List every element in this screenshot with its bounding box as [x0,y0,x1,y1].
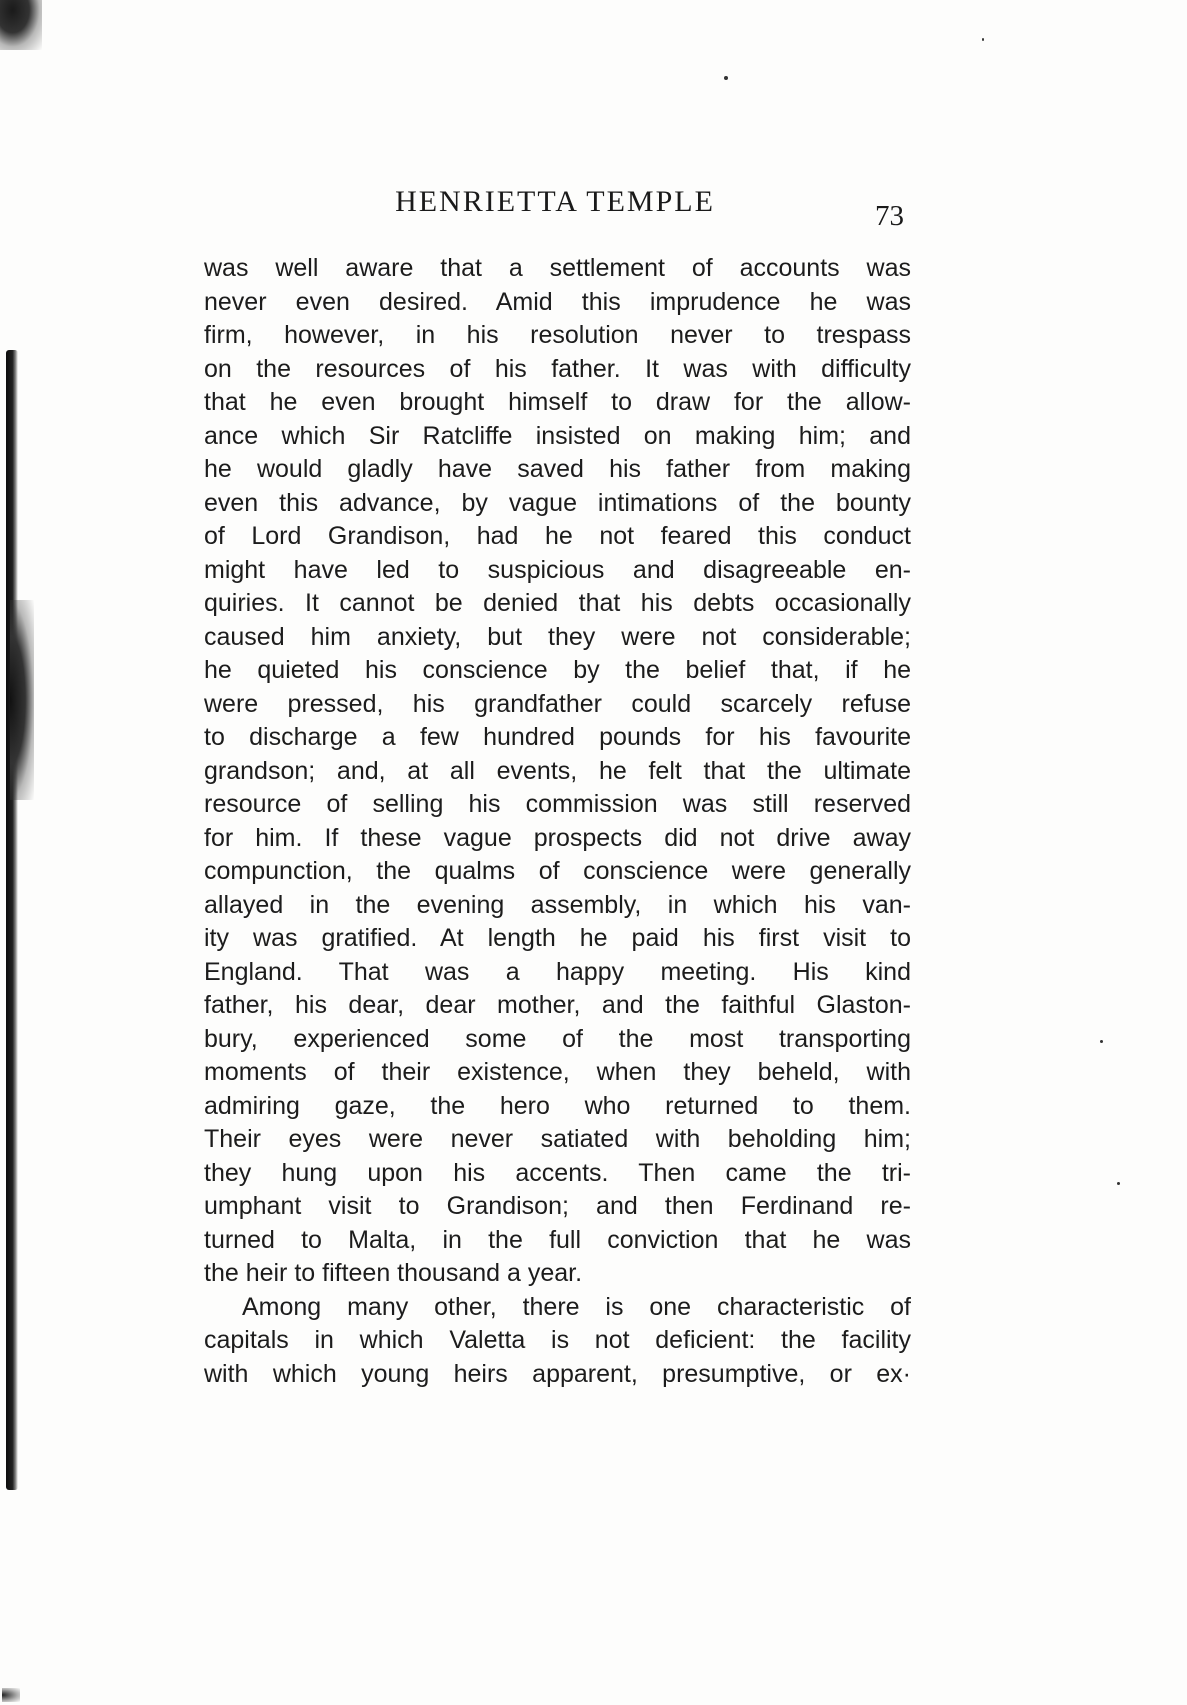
text-line: he quieted his conscience by the belief that, if he [204,656,911,684]
text-line: ity was gratified. At length he paid his first visit to [204,924,911,952]
running-head [200,185,910,225]
text-line: were pressed, his grandfather could scarcely refuse [204,689,911,718]
text-line: father, his dear, dear mother, and the faithful Glaston- [204,991,911,1019]
text-line: never even desired. Amid this imprudence he was [204,287,911,316]
text-line: Their eyes were never satiated with beholding him; [204,1125,911,1153]
text-line: of Lord Grandison, had he not feared this conduct [204,522,911,550]
paragraph-1 [204,252,911,1291]
scan-bottom-artifact [2,1688,20,1702]
text-line: on the resources of his father. It was with difficulty [204,354,911,383]
scan-corner-artifact [0,0,42,50]
scan-speck [982,38,984,41]
text-line: umphant visit to Grandison; and then Ferdinand re- [204,1192,911,1220]
binding-gutter-bulge [10,600,34,800]
text-line: bury, experienced some of the most transporting [204,1024,911,1053]
text-line: England. That was a happy meeting. His kind [204,957,911,986]
text-line: turned to Malta, in the full conviction that he was [204,1225,911,1254]
text-line: even this advance, by vague intimations of the bounty [204,488,911,517]
text-line: was well aware that a settlement of accounts was [204,254,911,282]
text-line: quiries. It cannot be denied that his debts occasionally [204,589,911,617]
text-line: for him. If these vague prospects did not drive away [204,823,911,852]
text-line: moments of their existence, when they beheld, with [204,1058,911,1086]
text-line: compunction, the qualms of conscience were generally [204,857,911,885]
binding-gutter-shadow [6,350,18,1490]
scan-speck [1117,1182,1120,1185]
text-line: that he even brought himself to draw for the allow- [204,388,911,416]
text-line: ance which Sir Ratcliffe insisted on making him; and [204,421,911,450]
text-line: Among many other, there is one characteristic of [242,1292,911,1321]
scan-speck [724,76,728,80]
body-text [204,252,911,1391]
page-number: 73 [875,200,904,232]
text-line: admiring gaze, the hero who returned to them. [204,1091,911,1120]
running-head-title: HENRIETTA TEMPLE [395,185,715,218]
text-line: allayed in the evening assembly, in which his van- [204,890,911,919]
text-line: with which young heirs apparent, presumptive, or ex· [204,1359,911,1388]
text-line: they hung upon his accents. Then came the tri- [204,1158,911,1187]
text-line: firm, however, in his resolution never to trespass [204,321,911,349]
text-line: the heir to fifteen thousand a year. [204,1259,583,1287]
scan-speck [1100,1040,1103,1043]
text-line: he would gladly have saved his father from making [204,455,911,483]
text-line: might have led to suspicious and disagreeable en- [204,555,911,584]
text-line: grandson; and, at all events, he felt that the ultimate [204,756,911,785]
paragraph-2 [204,1291,911,1392]
text-line: caused him anxiety, but they were not considerable; [204,622,911,651]
text-line: resource of selling his commission was still reserved [204,790,911,818]
text-line: to discharge a few hundred pounds for his favourite [204,723,911,751]
text-line: capitals in which Valetta is not deficient: the facility [204,1326,911,1354]
